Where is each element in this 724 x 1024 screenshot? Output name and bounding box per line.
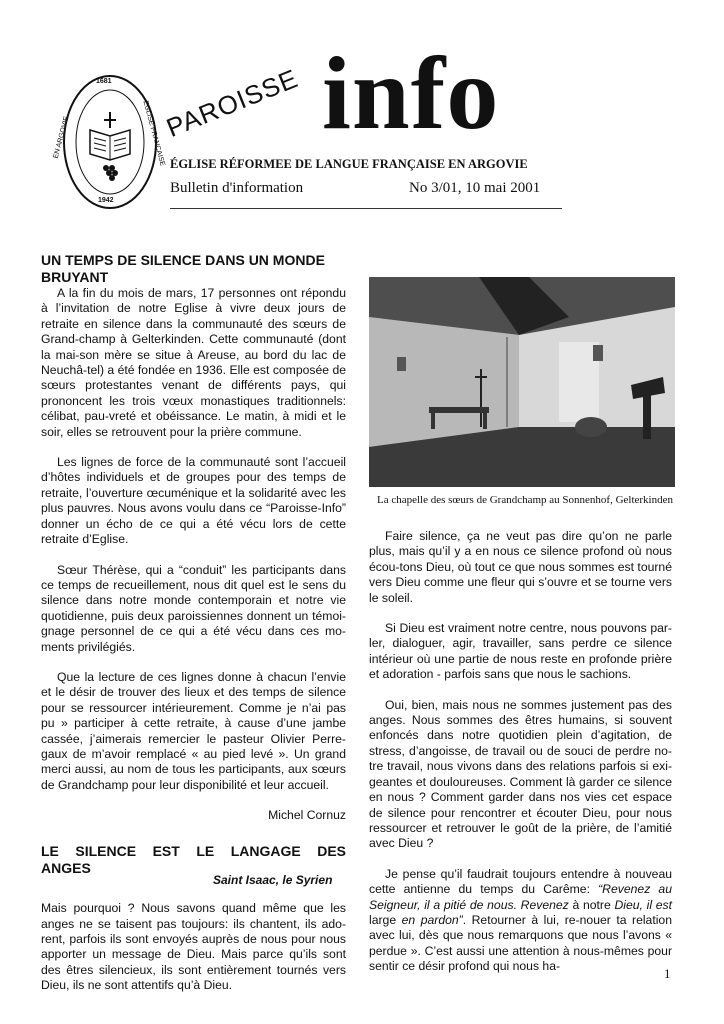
article1-paragraph-1: A la fin du mois de mars, 17 personnes ont répondu à l’invitation de notre Eglise à vivre deux jours de retraite en silence dans la communauté des sœurs de Grand-champ à Gelterkinden. Cette communauté (dont la mai-son mère se situe à Areuse, au bord du lac de Neuchâ-tel) a été fondée en 1936. Elle est composée de sœurs protestantes venant de différents pays, qui prononcent les trois vœux monastiques traditionnels: célibat, pau-vreté et obéissance. Le matin, à midi et le soir, elles se retrouvent pour la prière commune. [41,286,346,439]
article1-signature: Michel Cornuz [268,808,346,823]
left-column [41,252,346,994]
right-paragraph-4-rest: . Retourner à lui, re-nouer ta relation avec lui, dès que nous remarquons que nous l’avons « perdue ». C’est aussi une attention à nous-mêmes pour sentir ce désir profond qui nous ha- [369,912,672,974]
article2-title [41,843,346,877]
seal-text-left: EN ARGOVIE [52,115,71,160]
article2-title-word: LE [41,843,59,860]
article2-title-word: EST [152,843,180,860]
quote-part-1: “Revenez au Seigneur, il a pitié de nous. Revenez [369,882,672,912]
seal-text-bottom: 1942 [98,197,114,204]
article2-title-word: SILENCE [75,843,137,860]
masthead-paroisse: PAROISSE [162,63,303,143]
article2-title-word: LE [196,843,215,860]
chapel-photo [369,277,675,487]
article2-title-word: DES [317,843,346,860]
masthead-info: info [322,36,500,151]
masthead-subtitle: ÉGLISE RÉFORMEE DE LANGUE FRANÇAISE EN ARGOVIE [170,157,528,171]
right-paragraph-2: Si Dieu est vraiment notre centre, nous pouvons par-ler, dialoguer, agir, travailler, sans perdre ce silence intérieur où une partie de nous reste en profonde prière et adoration - parfois sans que nous le sachions. [369,621,672,682]
article2-attribution: Saint Isaac, le Syrien [213,873,333,888]
article2-title-word: LANGAGE [230,843,301,860]
bulletin-label: Bulletin d'information [170,180,304,196]
article1-title: UN TEMPS DE SILENCE DANS UN MONDE BRUYANT [41,252,325,285]
seal-text-right: EGLISE FRANÇAISE [141,100,166,167]
issue-label: No 3/01, 10 mai 2001 [409,180,541,196]
seal-text-top: 1681 [96,78,112,85]
page-number: 1 [664,966,671,981]
article1-paragraph-3: Sœur Thérèse, qui a “conduit” les participants dans ce temps de recueillement, nous dit quel est le sens du silence dans notre monde contemporain et notre vie quotidienne, puis deux paroissiennes donnent un témoi-gnage personnel de ce qui a été vécu dans ces mo-ments privilégiés. [41,562,346,654]
article2-title-line2: ANGES [41,860,91,877]
article1-paragraph-4: Que la lecture de ces lignes donne à chacun l’envie et le désir de trouver des lieux et des temps de silence pour se ressourcer intérieurement. Comme je n’ai pas pu » participer à cette retraite, à cause d’une jambe cassée, j’aimerais remercier le pasteur Olivier Perre-gaux de m’avoir remplacé « au pied levé ». Un grand merci aussi, au nom de tous les participants, aux sœurs de Grandchamp pour leur disponibilité et leur accueil. [41,669,346,792]
quote-plain-1: à notre [568,897,615,912]
article1-paragraph-2: Les lignes de force de la communauté sont l’accueil d’hôtes individuels et de groupes pour des temps de retraite, l’ouverture œcuménique et la solidarité avec les plus pauvres. Nous avons voulu dans ce “Paroisse-Info” donner un écho de ce qui a été vécu lors de cette retraite d’Eglise. [41,455,346,547]
quote-plain-2: large [369,912,402,927]
right-paragraph-4-intro: Je pense qu’il faudrait toujours entendre à nouveau cette antienne du temps du Carême: [369,866,672,897]
right-paragraph-4 [369,867,672,975]
right-column [369,529,672,975]
quote-part-3: en pardon” [401,912,463,927]
right-paragraph-1: Faire silence, ça ne veut pas dire qu’on ne parle plus, mais qu’il y a en nous ce silence profond où nous écou-tons Dieu, où tout ce que nous sommes est tourné vers Dieu comme une fleur qui s’ouvre et se tourne vers le soleil. [369,529,672,605]
masthead-divider [170,208,562,209]
church-seal [52,72,166,212]
right-paragraph-3: Oui, bien, mais nous ne sommes justement pas des anges. Nous sommes des êtres humains, si souvent enfoncés dans notre quotidien plein d’agitation, de stress, d’angoisse, de travail ou de souci de perdre no-tre travail, nous vivons dans des relations parfois si exi-geantes et douloureuses. Comment là garder ce silence en nous ? Comment garder dans nos vies cet espace de silence pour rencontrer et écouter Dieu, pour nous ressourcer et retrouver le goût de la prière, de l’amitié avec Dieu ? [369,697,672,851]
quote-part-2: Dieu, il est [614,897,672,912]
photo-caption: La chapelle des sœurs de Grandchamp au Sonnenhof, Gelterkinden [377,494,673,506]
article2-paragraph: Mais pourquoi ? Nous savons quand même que les anges ne se taisent pas toujours: ils chantent, ils ado-rent, parfois ils sont envoyés auprès de nous pour nous apporter un message de Dieu. Mais parce qu’ils sont des êtres silencieux, ils sont entièrement tournés vers Dieu, ils ne sont attentifs qu’à Dieu. [41,901,346,993]
